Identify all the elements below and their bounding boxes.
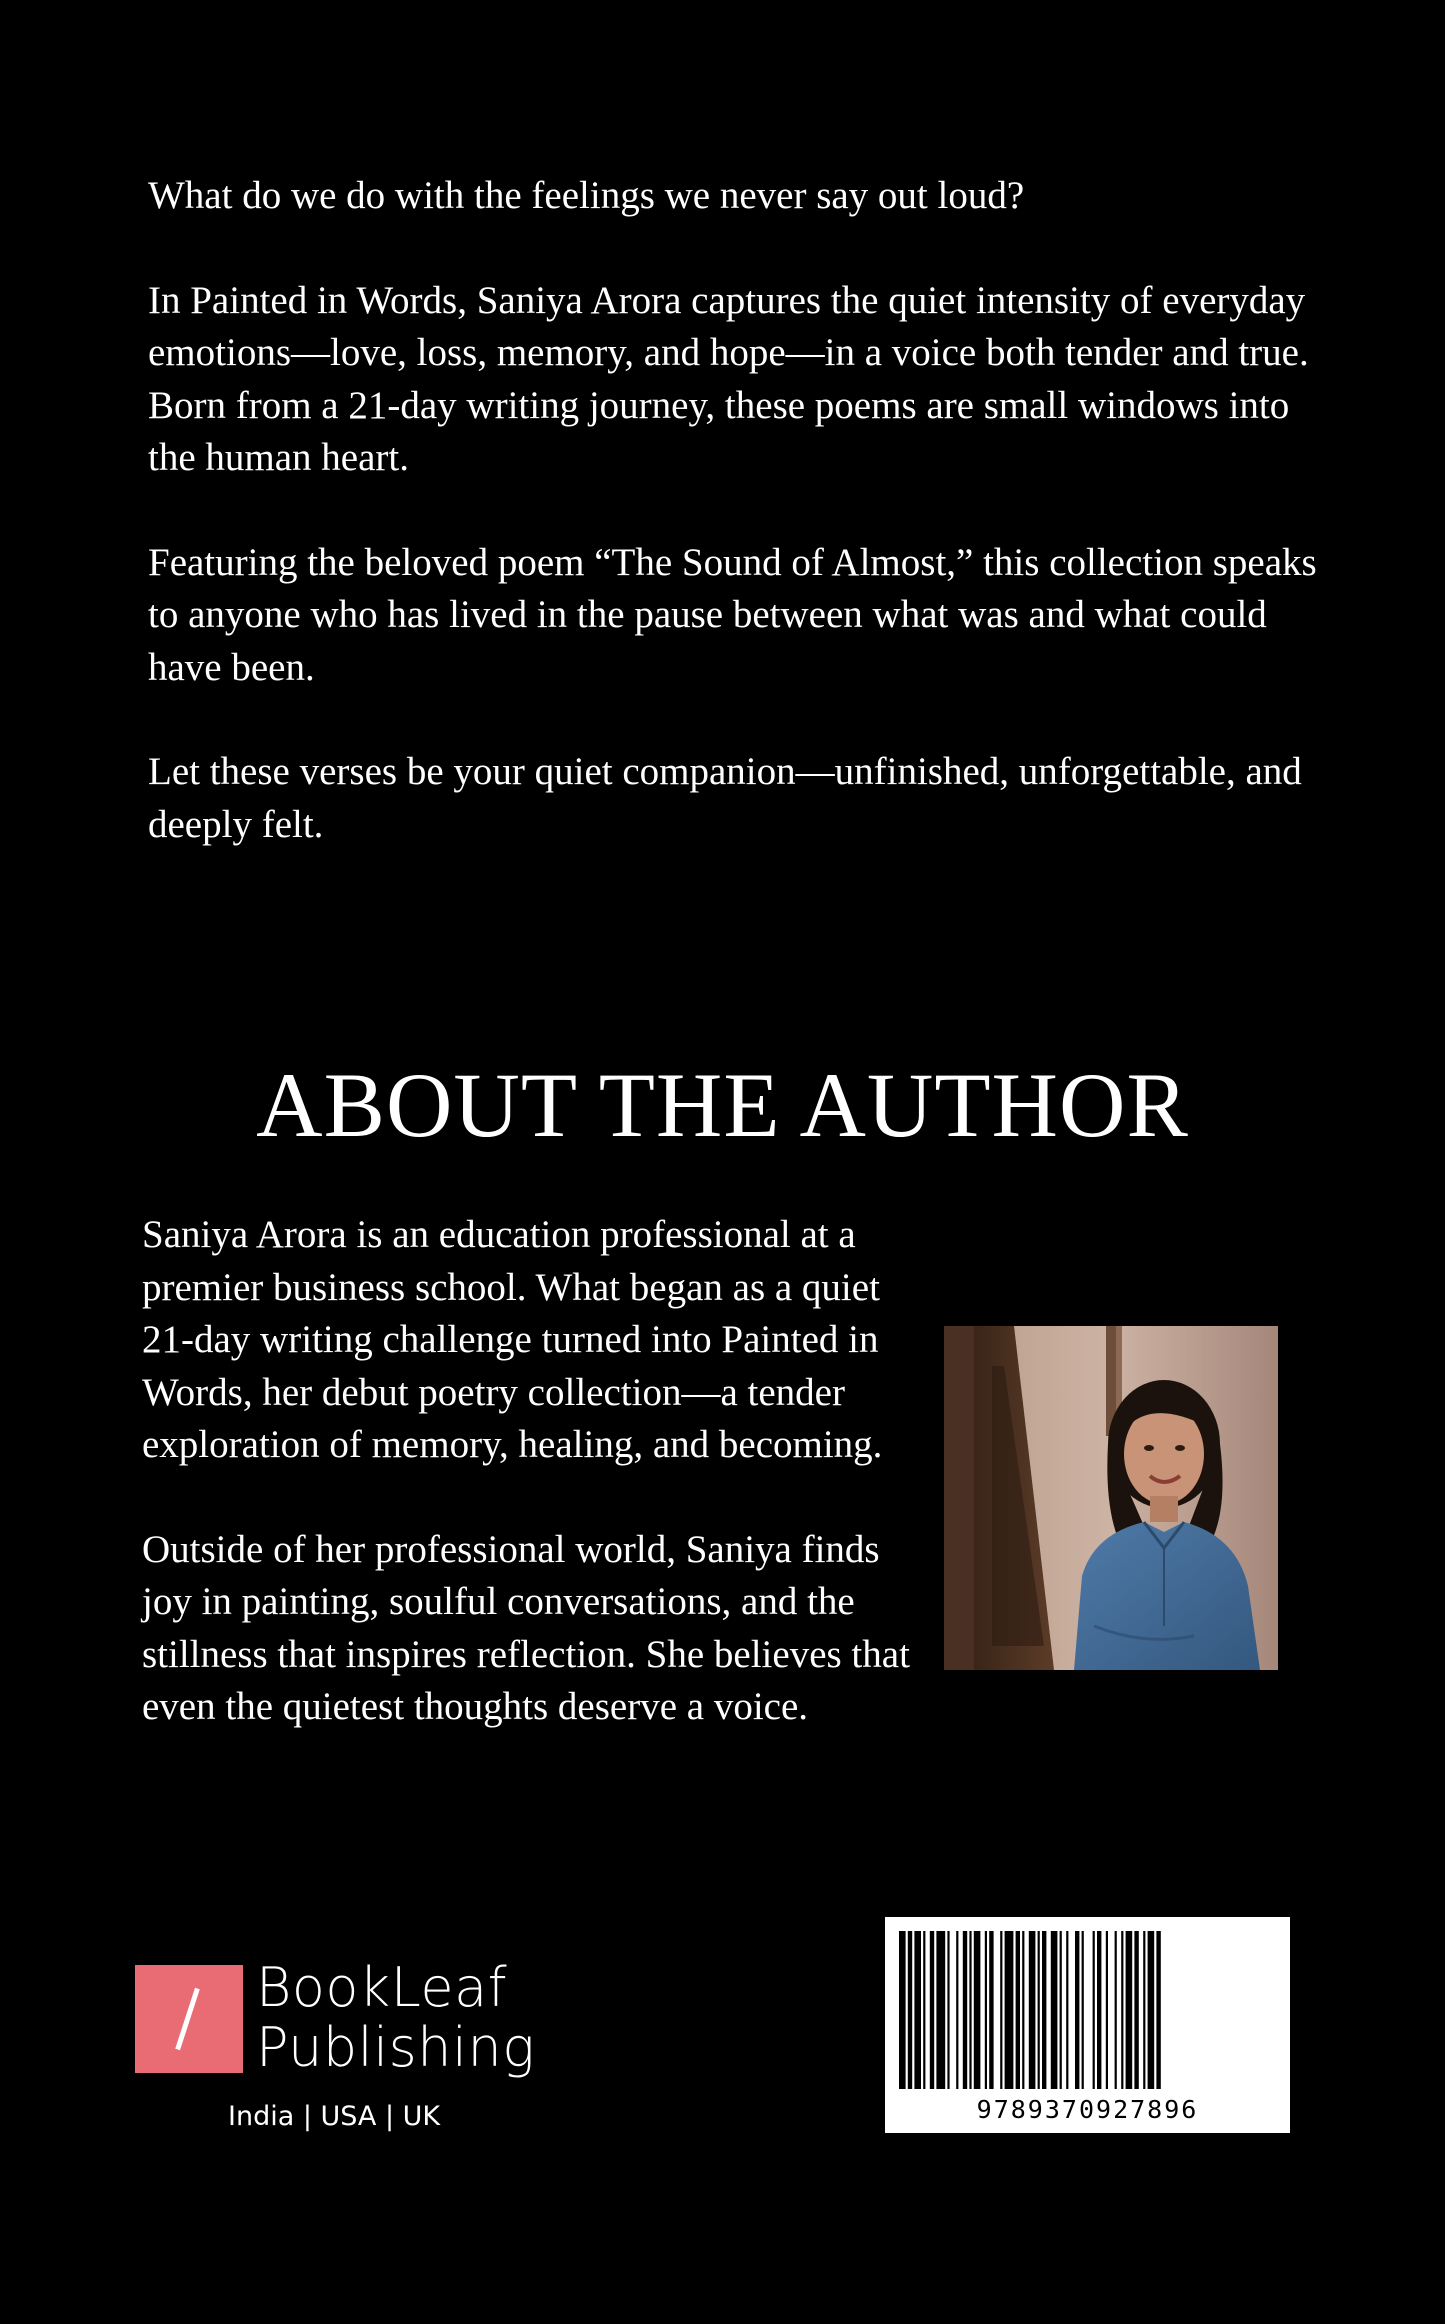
slash-logo-icon [135, 1965, 243, 2073]
isbn-barcode [885, 1917, 1290, 2133]
author-photo [944, 1326, 1278, 1670]
publisher-logo [135, 1958, 555, 2138]
blurb-paragraph: Featuring the beloved poem “The Sound of Almost,” this collection speaks to anyone who has lived in the pause between what was and what could have been. [148, 540, 1317, 689]
barcode-bars [899, 1931, 1276, 2089]
about-the-author-heading: ABOUT THE AUTHOR [256, 1054, 1189, 1156]
blurb-paragraph: In Painted in Words, Saniya Arora captures the quiet intensity of everyday emotions—love, loss, memory, and hope—in a voice both tender and true. Born from a 21-day writing journey, these poems are small windows into the human heart. [148, 278, 1309, 479]
publisher-name-line2: Publishing [256, 2016, 536, 2079]
isbn-number: 9789370927896 [976, 2095, 1199, 2124]
blurb-paragraph: What do we do with the feelings we never say out loud? [148, 174, 1025, 217]
bio-paragraph: Saniya Arora is an education professional at a premier business school. What began as a quiet 21-day writing challenge turned into Painted in Words, her debut poetry collection—a tender exploration of memory, healing, and becoming. [142, 1213, 883, 1466]
back-cover-blurb [148, 170, 1328, 903]
publisher-regions: India | USA | UK [228, 2101, 441, 2132]
publisher-name-line1: BookLeaf [256, 1956, 508, 2019]
publisher-name [256, 1958, 535, 2078]
blurb-paragraph: Let these verses be your quiet companion—unfinished, unforgettable, and deeply felt. [148, 750, 1302, 846]
bio-paragraph: Outside of her professional world, Saniya finds joy in painting, soulful conversations, and the stillness that inspires reflection. She believes that even the quietest thoughts deserve a voice. [142, 1527, 910, 1728]
author-bio [142, 1209, 922, 1786]
